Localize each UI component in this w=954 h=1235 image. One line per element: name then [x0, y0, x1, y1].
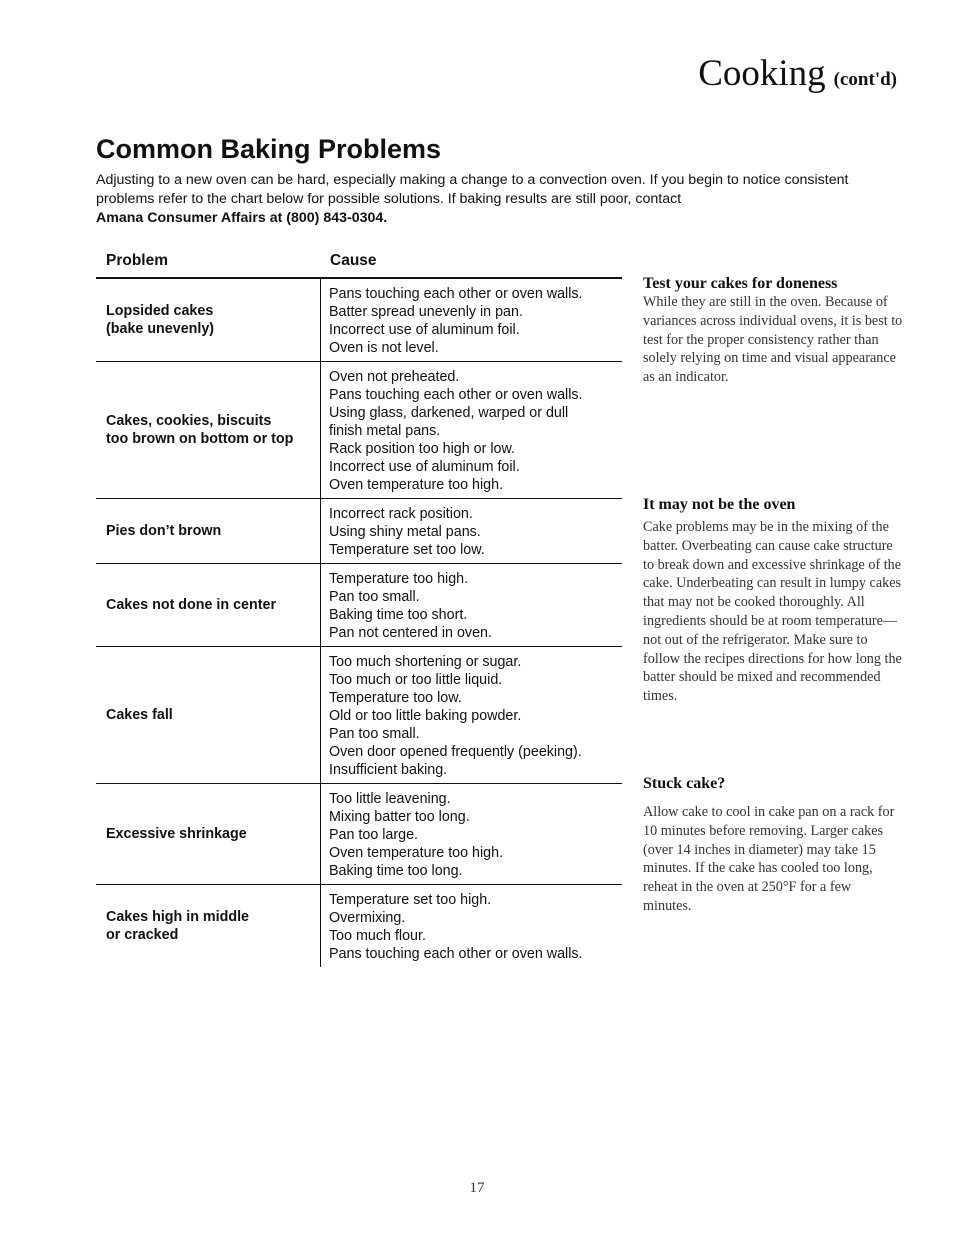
page-header: [698, 52, 897, 95]
cause-item: Oven temperature too high.: [329, 477, 504, 493]
tip-title: Stuck cake?: [643, 775, 726, 792]
cause-item: Overmixing.: [329, 910, 406, 926]
cause-item: Temperature too low.: [329, 690, 462, 706]
cause-cell: [320, 499, 622, 563]
cause-item: Temperature set too low.: [329, 542, 485, 558]
table-row: [96, 499, 622, 564]
cause-cell: [320, 784, 622, 884]
table-row: [96, 885, 622, 967]
tip-not-oven: [643, 496, 903, 706]
problem-cell: Cakes not done in center: [106, 597, 277, 613]
cause-item: Baking time too short.: [329, 607, 468, 623]
cause-item: Too little leavening.: [329, 791, 451, 807]
cause-item: Batter spread unevenly in pan.: [329, 304, 523, 320]
section-title: Common Baking Problems: [96, 134, 442, 164]
cause-item: finish metal pans.: [329, 423, 441, 439]
intro-paragraph: [96, 171, 856, 228]
cause-item: Pans touching each other or oven walls.: [329, 946, 583, 962]
cause-item: Incorrect use of aluminum foil.: [329, 459, 520, 475]
cause-item: Too much shortening or sugar.: [329, 654, 522, 670]
problem-cell: Lopsided cakes (bake unevenly): [106, 303, 215, 337]
table-row: [96, 362, 622, 499]
cause-item: Pan not centered in oven.: [329, 625, 492, 641]
cause-item: Oven not preheated.: [329, 369, 460, 385]
column-header-problem: Problem: [106, 252, 169, 269]
cause-cell: [320, 885, 622, 967]
cause-item: Pan too large.: [329, 827, 419, 843]
cause-item: Using shiny metal pans.: [329, 524, 481, 540]
cause-item: Incorrect rack position.: [329, 506, 473, 522]
cause-item: Too much flour.: [329, 928, 426, 944]
page-number: 17: [469, 1180, 485, 1196]
cause-cell: [320, 647, 622, 783]
cause-item: Baking time too long.: [329, 863, 463, 879]
cause-item: Too much or too little liquid.: [329, 672, 503, 688]
intro-text: Adjusting to a new oven can be hard, especially making a change to a convection oven. If you begin to notice consistent problems refer to the chart below for possible solutions. If baking results are still poor, contact: [96, 172, 849, 207]
cause-item: Mixing batter too long.: [329, 809, 470, 825]
cause-item: Old or too little baking powder.: [329, 708, 522, 724]
cause-item: Pan too small.: [329, 589, 420, 605]
problem-cell: Cakes, cookies, biscuits too brown on bottom or top: [106, 413, 294, 447]
cause-cell: [320, 362, 622, 498]
tip-title: Test your cakes for doneness: [643, 275, 838, 292]
column-header-cause: Cause: [330, 252, 377, 269]
cause-item: Rack position too high or low.: [329, 441, 515, 457]
table-row: [96, 564, 622, 647]
cause-item: Oven door opened frequently (peeking).: [329, 744, 582, 760]
tip-body: Allow cake to cool in cake pan on a rack for 10 minutes before removing. Larger cakes (over 14 inches in diameter) may take 15 minutes. If the cake has cooled too long, reheat in the oven at 250°F for a few minutes.: [643, 804, 895, 914]
cause-item: Oven temperature too high.: [329, 845, 504, 861]
problem-cell: Cakes high in middle or cracked: [106, 909, 249, 943]
header-subtitle: (cont'd): [833, 69, 897, 90]
problem-cell: Cakes fall: [106, 707, 173, 723]
table-row: [96, 647, 622, 784]
cause-item: Pans touching each other or oven walls.: [329, 286, 583, 302]
cause-item: Incorrect use of aluminum foil.: [329, 322, 520, 338]
tip-doneness: [643, 275, 903, 387]
cause-cell: [320, 564, 622, 646]
cause-item: Pan too small.: [329, 726, 420, 742]
cause-item: Oven is not level.: [329, 340, 439, 356]
cause-item: Temperature set too high.: [329, 892, 492, 908]
problem-cell: Pies don’t brown: [106, 523, 222, 539]
cause-item: Pans touching each other or oven walls.: [329, 387, 583, 403]
tip-stuck-cake: [643, 775, 903, 916]
contact-text: Amana Consumer Affairs at (800) 843-0304.: [96, 210, 388, 226]
problems-table: [96, 277, 622, 967]
table-row: [96, 279, 622, 362]
tip-title: It may not be the oven: [643, 496, 796, 513]
header-title: Cooking: [698, 53, 826, 94]
problem-cell: Excessive shrinkage: [106, 826, 247, 842]
cause-cell: [320, 279, 622, 361]
table-row: [96, 784, 622, 885]
cause-item: Using glass, darkened, warped or dull: [329, 405, 569, 421]
cause-item: Insufficient baking.: [329, 762, 448, 778]
cause-item: Temperature too high.: [329, 571, 469, 587]
tip-body: While they are still in the oven. Because of variances across individual ovens, it is best to test for the proper consistency rather than solely relying on time and visual appearance as an indicator.: [643, 294, 903, 386]
tip-body: Cake problems may be in the mixing of the batter. Overbeating can cause cake structure to break down and excessive shrinkage of the cake. Underbeating can result in lumpy cakes that may not be cooked thoroughly. All ingredients should be at room temperature—not out of the refrigerator. Make sure to follow the recipes directions for how long the batter should be mixed and recommended times.: [643, 519, 902, 705]
